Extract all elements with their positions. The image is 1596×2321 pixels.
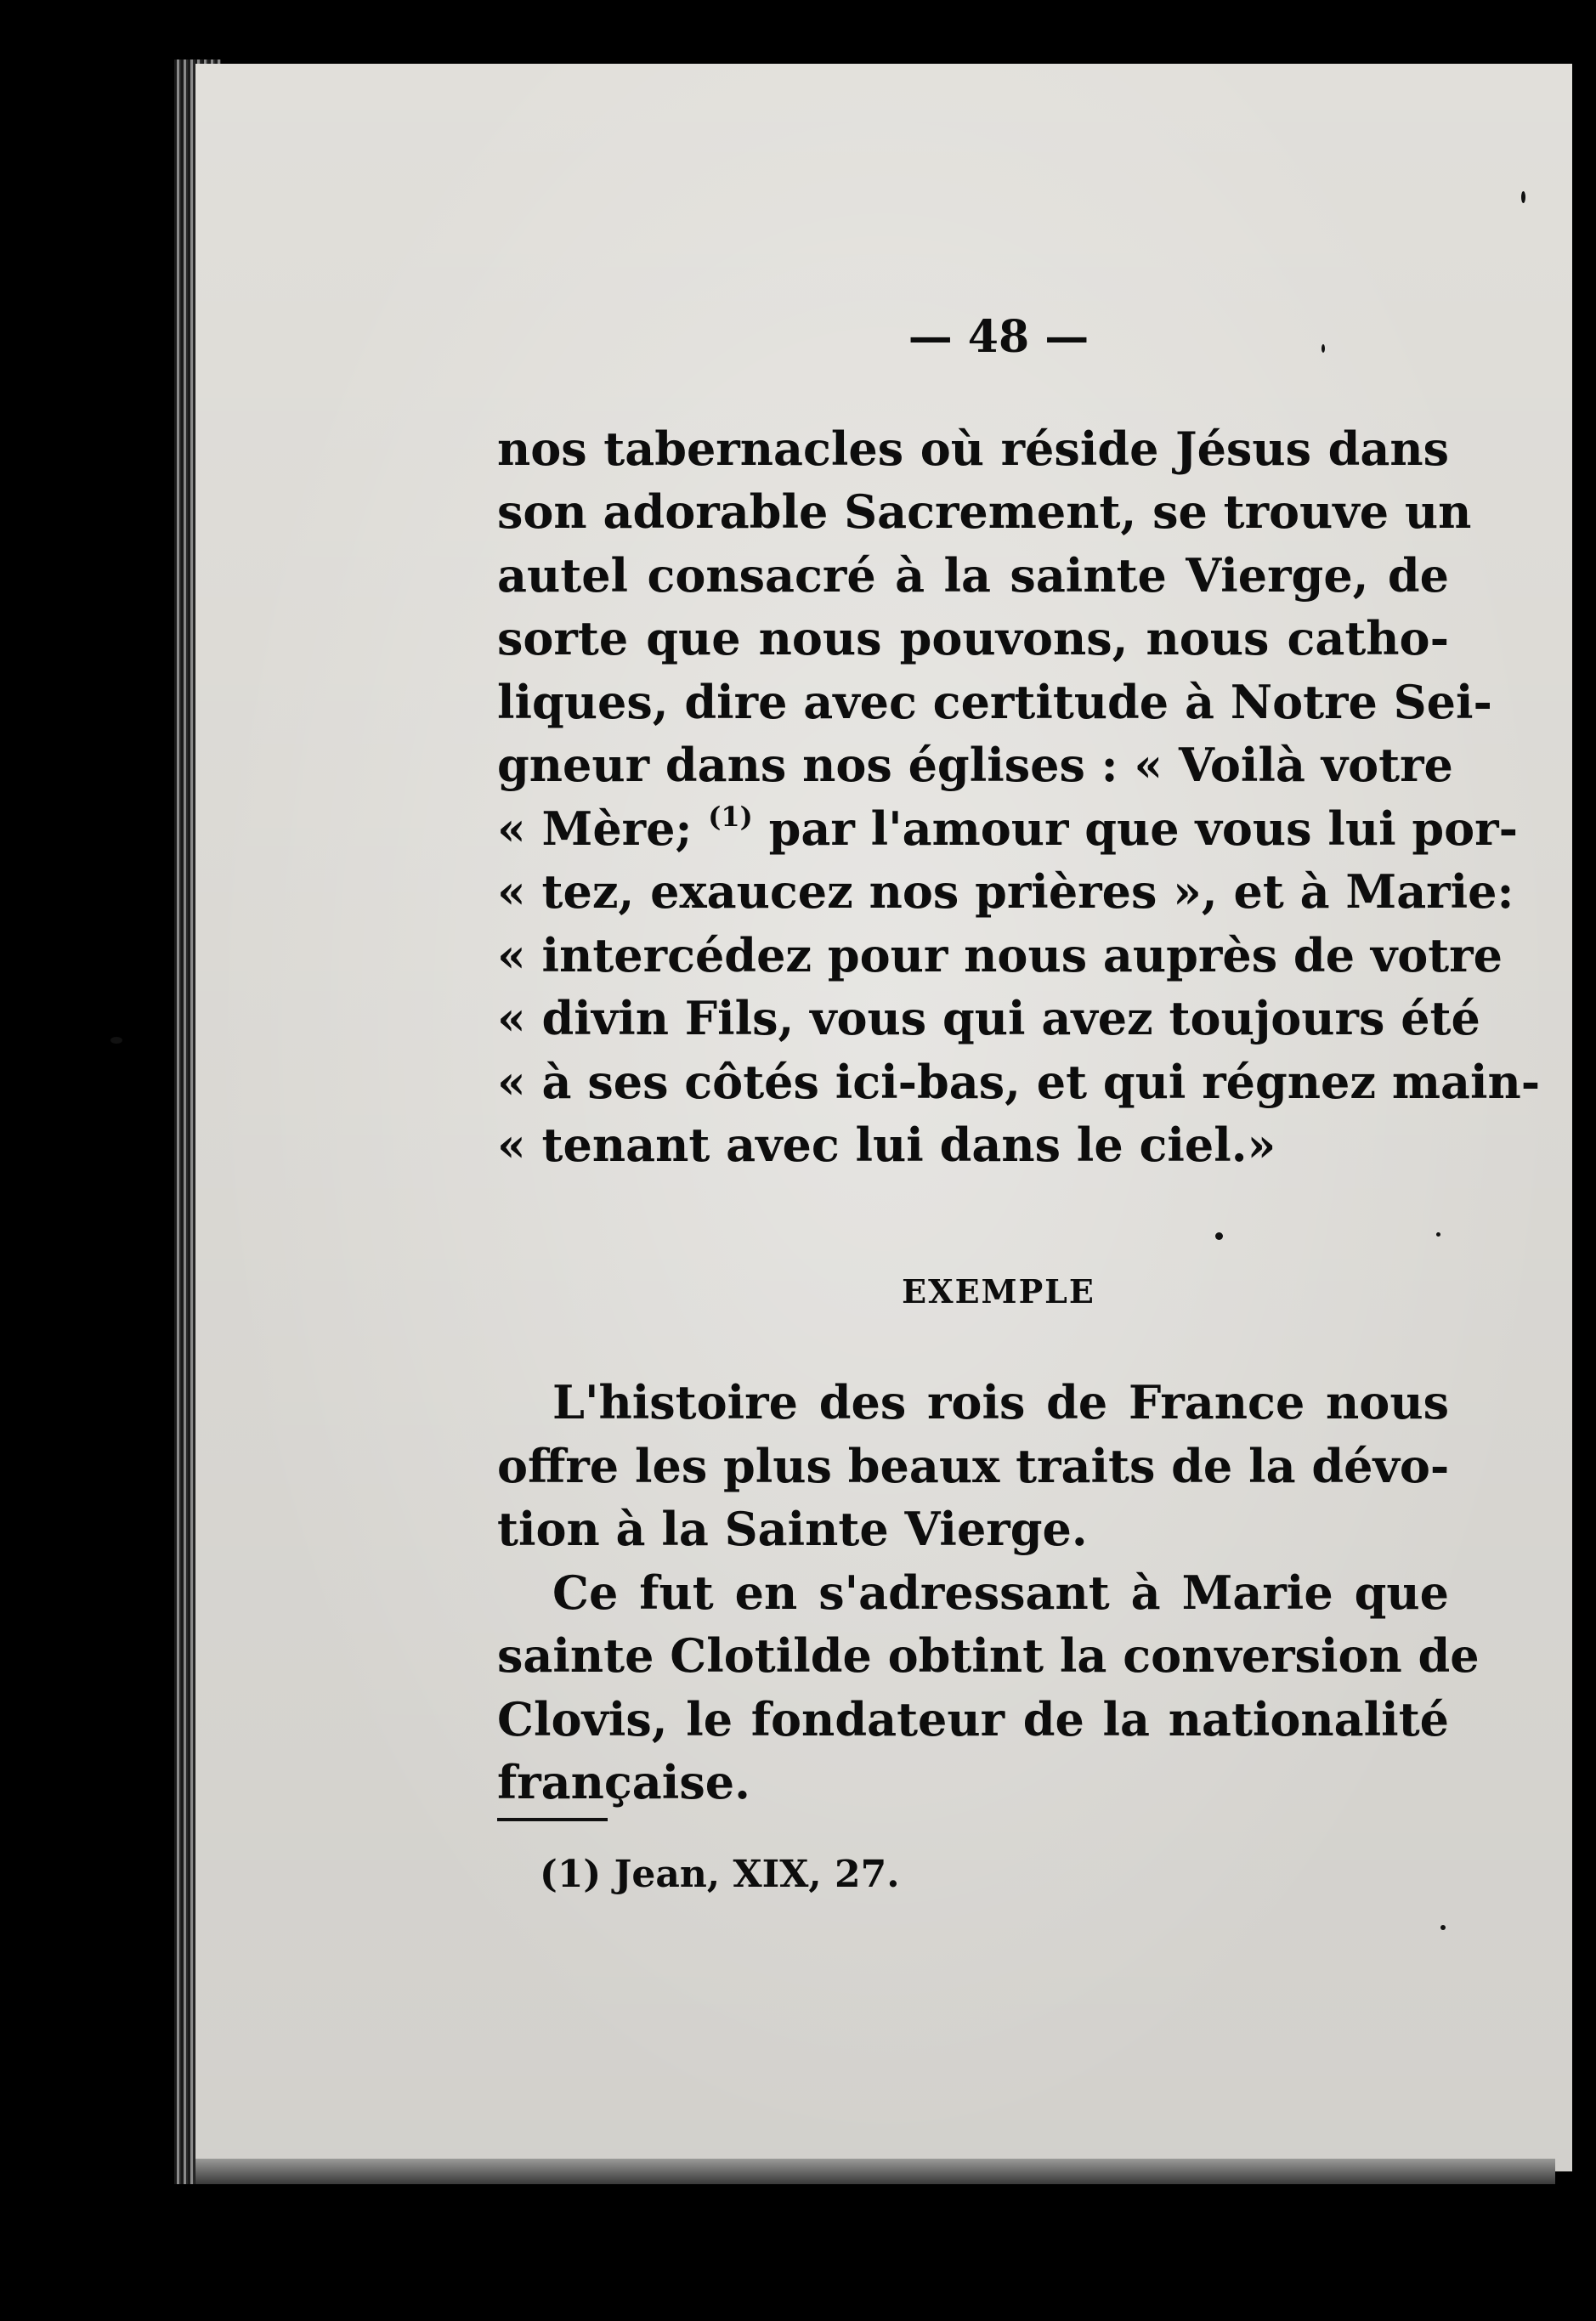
text-line: « divin Fils, vous qui avez toujours été bbox=[497, 991, 1480, 1045]
text-line: française. bbox=[497, 1755, 750, 1809]
body-paragraph bbox=[497, 417, 1541, 1177]
footnote-rule bbox=[497, 1818, 608, 1821]
text-line: offre les plus beaux traits de la dévo- bbox=[497, 1438, 1450, 1493]
example-paragraph-1 bbox=[497, 1371, 1449, 1561]
text-line: nos tabernacles où réside Jésus dans bbox=[497, 421, 1449, 476]
text-line: liques, dire avec certitude à Notre Sei- bbox=[497, 674, 1492, 729]
text-line: « intercédez pour nous auprès de votre bbox=[497, 927, 1503, 982]
page-text bbox=[497, 306, 1541, 1906]
footnote: (1) Jean, XIX, 27. bbox=[540, 1852, 900, 1896]
text-line: sorte que nous pouvons, nous catho- bbox=[497, 611, 1449, 665]
text-line: « tenant avec lui dans le ciel.» bbox=[497, 1118, 1276, 1172]
text-line: gneur dans nos églises : « Voilà votre bbox=[497, 738, 1453, 792]
text-line: sainte Clotilde obtint la conversion de bbox=[497, 1628, 1480, 1683]
text-line: « tez, exaucez nos prières », et à Marie: bbox=[497, 864, 1514, 919]
section-title: EXEMPLE bbox=[902, 1271, 1095, 1311]
page-number: — 48 — bbox=[908, 311, 1089, 363]
footnote-marker: (1) bbox=[708, 800, 753, 833]
text-line: tion à la Sainte Vierge. bbox=[497, 1502, 1088, 1556]
page-bottom-edge bbox=[195, 2159, 1555, 2184]
text-line: « à ses côtés ici-bas, et qui régnez main- bbox=[497, 1054, 1541, 1109]
text-fragment: « Mère; bbox=[497, 801, 693, 856]
text-line: Ce fut en s'adressant à Marie que bbox=[552, 1565, 1449, 1620]
text-line: L'histoire des rois de France nous bbox=[552, 1375, 1449, 1429]
text-line: Clovis, le fondateur de la nationalité bbox=[497, 1691, 1449, 1746]
text-line: son adorable Sacrement, se trouve un bbox=[497, 484, 1472, 539]
text-line: autel consacré à la sainte Vierge, de bbox=[497, 547, 1449, 603]
text-fragment: par l'amour que vous lui por- bbox=[768, 801, 1519, 856]
example-paragraph-2 bbox=[497, 1561, 1480, 1814]
text-line bbox=[497, 797, 1519, 861]
